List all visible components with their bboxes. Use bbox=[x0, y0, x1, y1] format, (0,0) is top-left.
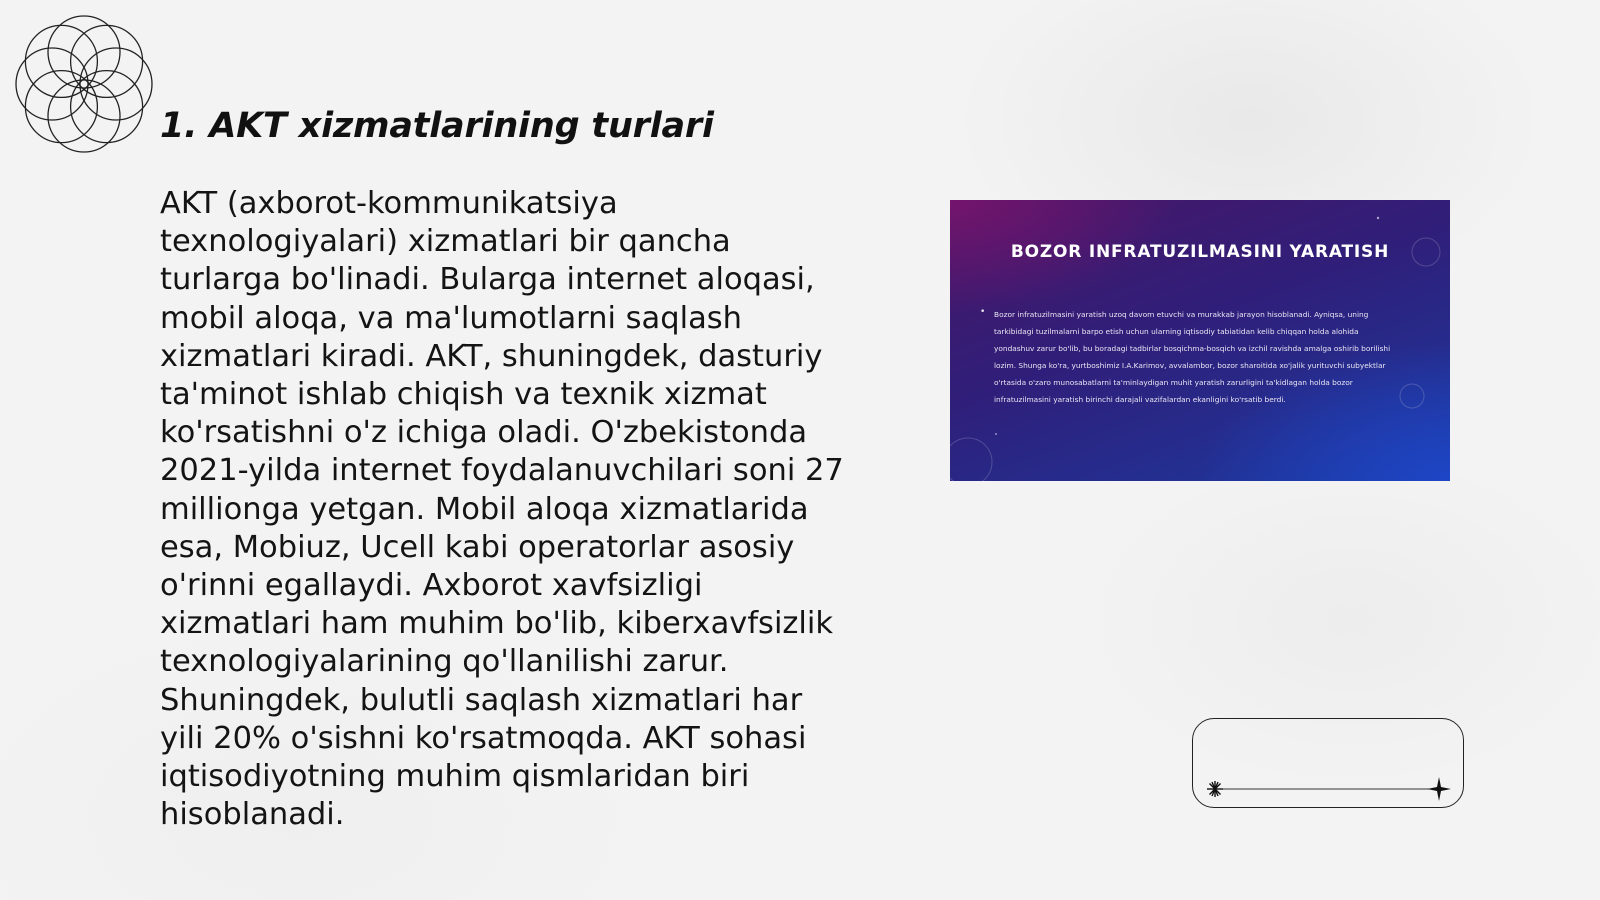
embedded-slide-bullet: • bbox=[980, 307, 986, 317]
interlocking-circles-icon bbox=[10, 10, 158, 158]
slide-body-text: AKT (axborot-kommunikatsiya texnologiyalari) xizmatlari bir qancha turlarga bo'linadi. Bularga internet aloqasi, mobil aloqa, va ma'lumotlarni saqlash xizmatlari kiradi. AKT, shuningdek, dasturiy ta'minot ishlab chiqish va texnik xizmat ko'rsatishni o'z ichiga oladi. O'zbekistonda 2021-yilda internet foydalanuvchilari soni 27 millionga yetgan. Mobil aloqa xizmatlarida esa, Mobiuz, Ucell kabi operatorlar asosiy o'rinni egallaydi. Axborot xavfsizligi xizmatlari ham muhim bo'lib, kiberxavfsizlik texnologiyalarining qo'llanilishi zarur. Shuningdek, bulutli saqlash xizmatlari har yili 20% o'sishni ko'rsatmoqda. AKT sohasi iqtisodiyotning muhim qismlaridan biri hisoblanadi. bbox=[160, 186, 844, 833]
embedded-slide-text: Bozor infratuzilmasini yaratish uzoq davom etuvchi va murakkab jarayon hisoblanadi. Ayniqsa, uning tarkibidagi tuzilmalarni barpo etish uchun ularning iqtisodiy tabiatidan kelib chiqqan holda alohida yondashuv zarur bo'lib, bu boradagi tadbirlar bosqichma-bosqich va izchil ravishda amalga oshirib borilishi lozim. Shunga ko'ra, yurtboshimiz I.A.Karimov, avvalambor, bozor sharoitida xo'jalik yurituvchi subyektlar o'rtasida o'zaro munosabatlarni ta'minlaydigan muhit yaratish zarurligini ta'kidlagan holda bozor infratuzilmasini yaratish birinchi darajali vazifalardan ekanligini ko'rsatib berdi. bbox=[994, 310, 1391, 404]
four-point-star-icon bbox=[1427, 777, 1451, 801]
decorative-slider-line bbox=[1193, 719, 1465, 809]
embedded-slide-title: BOZOR INFRATUZILMASINI YARATISH bbox=[1010, 242, 1390, 262]
embedded-slide-image bbox=[950, 200, 1450, 481]
slide-title: 1. AKT xizmatlarining turlari bbox=[160, 106, 714, 146]
sparkle-icon bbox=[1207, 781, 1223, 797]
decorative-slider-frame bbox=[1192, 718, 1464, 808]
